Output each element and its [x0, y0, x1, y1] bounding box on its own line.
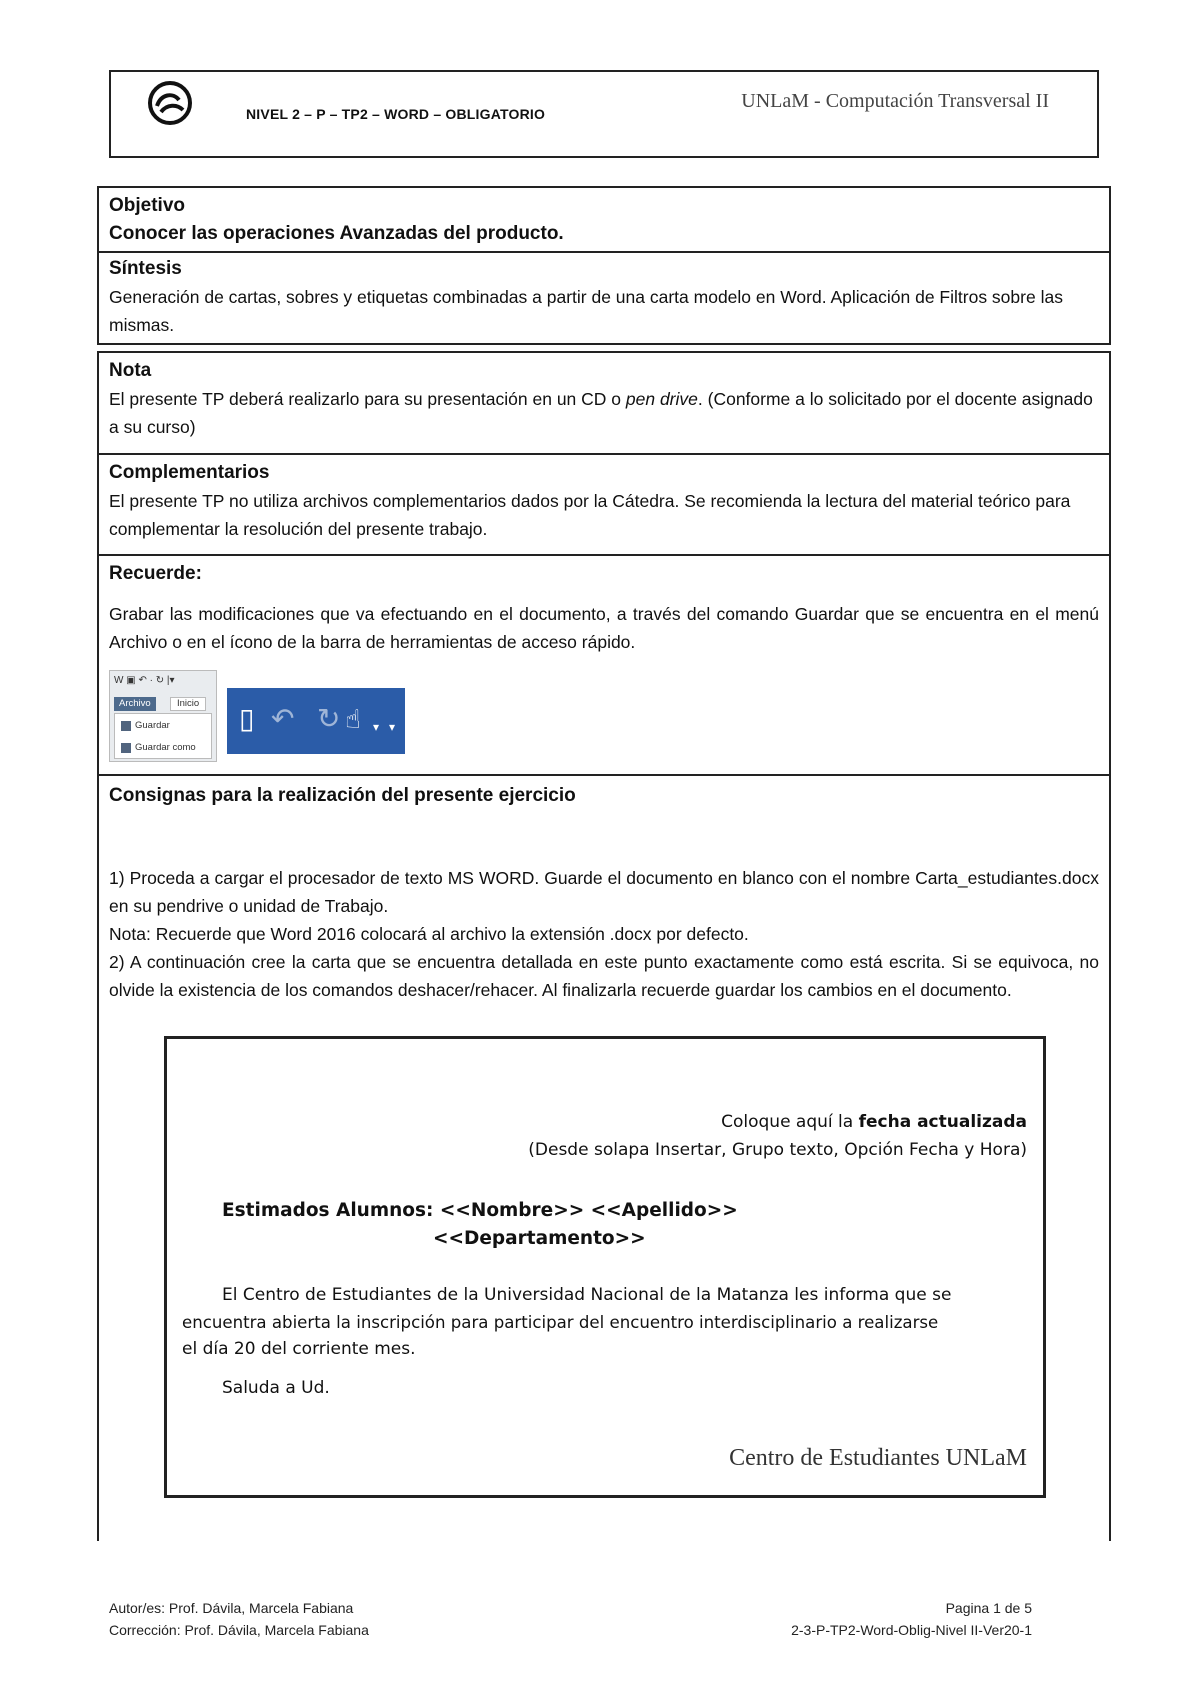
- letter-date-hint: (Desde solapa Insertar, Grupo texto, Opción Fecha y Hora): [528, 1140, 1027, 1160]
- letter-body-line-1: El Centro de Estudiantes de la Universidad Nacional de la Matanza les informa que se: [222, 1285, 952, 1305]
- sintesis-title: Síntesis: [109, 258, 182, 279]
- touch-mode-icon: ☝: [345, 704, 361, 734]
- objetivo-title: Objetivo: [109, 195, 186, 216]
- header-course-title: UNLaM - Computación Transversal II: [741, 90, 1049, 112]
- word-file-menu-thumbnail: [109, 670, 217, 762]
- page-header: [109, 70, 1099, 158]
- letter-signature: Centro de Estudiantes UNLaM: [729, 1445, 1027, 1471]
- letter-model: [164, 1036, 1046, 1498]
- letter-department: <<Departamento>>: [433, 1228, 646, 1249]
- nota-text: El presente TP deberá realizarlo para su presentación en un CD o pen drive. (Conforme a lo solicitado por el docente asignado a su curso): [109, 389, 1093, 437]
- consigna-1-nota: Nota: Recuerde que Word 2016 colocará al archivo la extensión .docx por defecto.: [109, 924, 749, 944]
- sintesis-text: Generación de cartas, sobres y etiquetas combinadas a partir de una carta modelo en Word. Aplicación de Filtros sobre las mismas.: [109, 287, 1063, 335]
- footer-page-number: Pagina 1 de 5: [945, 1600, 1032, 1616]
- chevron-down-icon: ▾: [373, 720, 380, 734]
- consigna-2: 2) A continuación cree la carta que se encuentra detallada en este punto exactamente como está escrita. Si se equivoca, no olvide la existencia de los comandos deshacer/rehacer. Al finalizarla recuerde guardar los cambios en el documento.: [109, 952, 1099, 1000]
- quick-access-toolbar-thumbnail: [227, 688, 405, 754]
- letter-body-line-2: encuentra abierta la inscripción para participar del encuentro interdisciplinario a realizarse: [182, 1313, 939, 1332]
- recuerde-title: Recuerde:: [109, 563, 202, 584]
- letter-body-line-3: el día 20 del corriente mes.: [182, 1339, 416, 1359]
- quick-access-save-icon: W ▣ ↶ · ↻ |▾: [114, 675, 175, 686]
- tab-archivo: Archivo: [114, 697, 156, 711]
- main-content-box: [97, 351, 1111, 1541]
- menu-item-guardar-como: Guardar como: [121, 742, 196, 754]
- consignas-title: Consignas para la realización del presente ejercicio: [109, 785, 576, 806]
- nota-title: Nota: [109, 360, 152, 381]
- letter-greeting: Estimados Alumnos: <<Nombre>> <<Apellido>>: [222, 1200, 738, 1221]
- consigna-1: 1) Proceda a cargar el procesador de texto MS WORD. Guarde el documento en blanco con el nombre Carta_estudiantes.docx en su pendrive o unidad de Trabajo.: [109, 868, 1099, 916]
- recuerde-text: Grabar las modificaciones que va efectuando en el documento, a través del comando Guardar que se encuentra en el menú Archivo o en el ícono de la barra de herramientas de acceso rápido.: [109, 604, 1099, 652]
- footer-correccion: Corrección: Prof. Dávila, Marcela Fabiana: [109, 1622, 369, 1638]
- objetivo-sintesis-box: [97, 186, 1111, 345]
- undo-icon: ↶: [271, 703, 295, 734]
- save-icon: [121, 721, 131, 731]
- complementarios-text: El presente TP no utiliza archivos complementarios dados por la Cátedra. Se recomienda la lectura del material teórico para complementar la resolución del presente trabajo.: [109, 491, 1071, 539]
- letter-date-line: Coloque aquí la fecha actualizada: [721, 1112, 1027, 1132]
- letter-closing: Saluda a Ud.: [222, 1378, 330, 1398]
- footer-autor: Autor/es: Prof. Dávila, Marcela Fabiana: [109, 1600, 354, 1616]
- menu-item-guardar: Guardar: [121, 720, 170, 732]
- file-menu: [114, 713, 212, 759]
- customize-toolbar-icon: ▾: [389, 720, 396, 734]
- save-screenshots: [109, 670, 1099, 762]
- objetivo-text: Conocer las operaciones Avanzadas del producto.: [109, 223, 564, 244]
- footer-document-code: 2-3-P-TP2-Word-Oblig-Nivel II-Ver20-1: [791, 1622, 1032, 1638]
- redo-icon: ↻: [317, 703, 341, 734]
- header-level-title: NIVEL 2 – P – TP2 – WORD – OBLIGATORIO: [246, 106, 546, 122]
- complementarios-title: Complementarios: [109, 462, 270, 483]
- tab-inicio: Inicio: [170, 697, 206, 711]
- save-as-icon: [121, 743, 131, 753]
- save-icon: ▯: [239, 703, 255, 734]
- unlam-logo-icon: [147, 80, 193, 126]
